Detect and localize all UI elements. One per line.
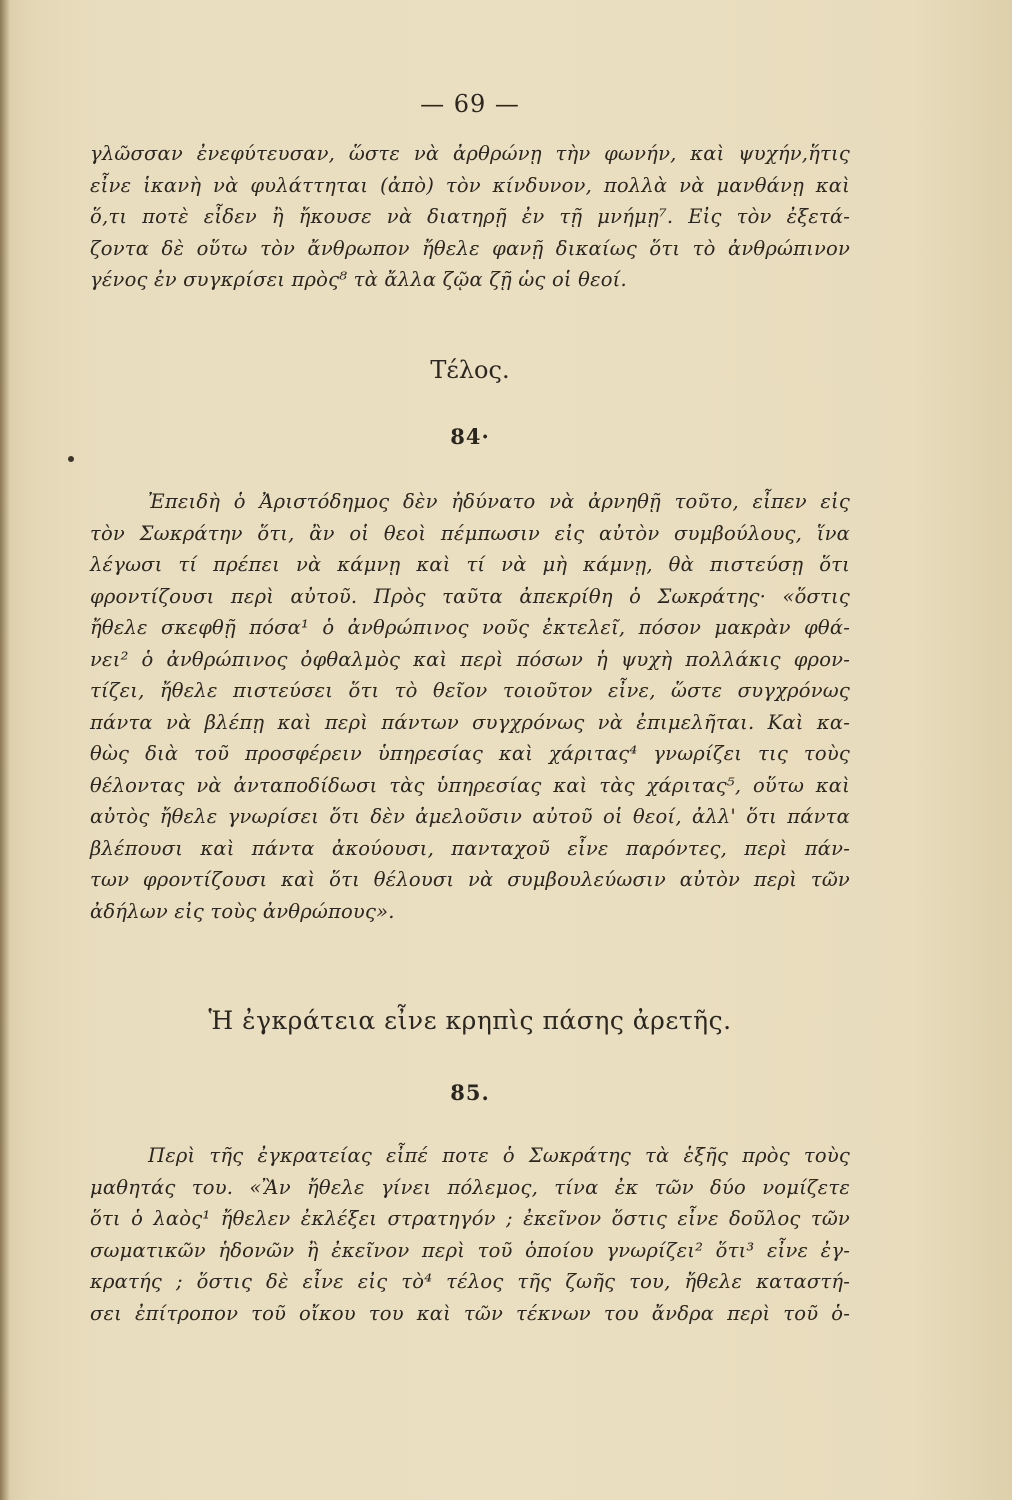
- section-84-text: [90, 486, 850, 927]
- page-edge-shadow: [0, 0, 10, 1500]
- section-number-85: 85.: [450, 1080, 490, 1105]
- section-84-line: λέγωσι τί πρέπει νὰ κάμνῃ καὶ τί νὰ μὴ κάμνῃ, θὰ πιστεύσῃ ὅτι: [90, 553, 850, 576]
- section-84-line: ἀδήλων εἰς τοὺς ἀνθρώπους».: [90, 899, 395, 923]
- paragraph-1-line: γένος ἐν συγκρίσει πρὸς⁸ τὰ ἄλλα ζῷα ζῇ ὡς οἱ θεοί.: [90, 268, 627, 291]
- section-84-line: τίζει, ἤθελε πιστεύσει ὅτι τὸ θεῖον τοιοῦτον εἶνε, ὥστε συγχρόνως: [90, 679, 850, 702]
- section-84-line: τὸν Σωκράτην ὅτι, ἂν οἱ θεοὶ πέμπωσιν εἰς αὐτὸν συμβούλους, ἵνα: [90, 521, 850, 545]
- section-85-line: σει ἐπίτροπον τοῦ οἴκου του καὶ τῶν τέκνων του ἄνδρα περὶ τοῦ ὁ-: [90, 1301, 850, 1325]
- section-84-line: φροντίζουσι περὶ αὐτοῦ. Πρὸς ταῦτα ἀπεκρίθη ὁ Σωκράτης· «ὅστις: [90, 584, 850, 608]
- end-marker: Τέλος.: [430, 356, 510, 384]
- section-heading-85: Ἡ ἐγκράτεια εἶνε κρηπὶς πάσης ἀρετῆς.: [208, 1006, 732, 1035]
- section-84-line: νει² ὁ ἀνθρώπινος ὀφθαλμὸς καὶ περὶ πόσων ἡ ψυχὴ πολλάκις φρον-: [90, 647, 850, 671]
- paragraph-1-line: γλῶσσαν ἐνεφύτευσαν, ὥστε νὰ ἀρθρώνῃ τὴν φωνήν, καὶ ψυχήν,ἥτις: [90, 142, 850, 165]
- section-85-text: [90, 1140, 850, 1329]
- ink-spot: [68, 456, 74, 462]
- paragraph-1-line: εἶνε ἱκανὴ νὰ φυλάττηται (ἀπὸ) τὸν κίνδυνον, πολλὰ νὰ μανθάνῃ καὶ: [90, 173, 850, 197]
- page-number: — 69 —: [420, 90, 520, 118]
- paragraph-1-line: ὅ,τι ποτὲ εἶδεν ἢ ἤκουσε νὰ διατηρῇ ἐν τῇ μνήμῃ⁷. Εἰς τὸν ἐξετά-: [90, 205, 850, 228]
- section-85-line: σωματικῶν ἡδονῶν ἢ ἐκεῖνον περὶ τοῦ ὁποίου γνωρίζει² ὅτι³ εἶνε ἐγ-: [90, 1238, 850, 1262]
- section-84-line: των φροντίζουσι καὶ ὅτι θέλουσι νὰ συμβουλεύωσιν αὐτὸν περὶ τῶν: [90, 868, 850, 891]
- section-85-line: κρατής ; ὅστις δὲ εἶνε εἰς τὸ⁴ τέλος τῆς ζωῆς του, ἤθελε καταστή-: [90, 1270, 850, 1293]
- section-84-line: θὼς διὰ τοῦ προσφέρειν ὑπηρεσίας καὶ χάριτας⁴ γνωρίζει τις τοὺς: [90, 742, 850, 765]
- section-number-84: 84·: [450, 424, 490, 449]
- paragraph-1-line: ζοντα δὲ οὕτω τὸν ἄνθρωπον ἤθελε φανῇ δικαίως ὅτι τὸ ἀνθρώπινον: [90, 236, 850, 260]
- section-85-line: ὅτι ὁ λαὸς¹ ἤθελεν ἐκλέξει στρατηγόν ; ἐκεῖνον ὅστις εἶνε δοῦλος τῶν: [90, 1207, 850, 1230]
- section-84-line: βλέπουσι καὶ πάντα ἀκούουσι, πανταχοῦ εἶνε παρόντες, περὶ πάν-: [90, 836, 850, 860]
- section-84-line: ἤθελε σκεφθῇ πόσα¹ ὁ ἀνθρώπινος νοῦς ἐκτελεῖ, πόσον μακρὰν φθά-: [90, 616, 850, 639]
- section-85-line: μαθητάς του. «Ἂν ἤθελε γίνει πόλεμος, τίνα ἐκ τῶν δύο νομίζετε: [90, 1175, 850, 1199]
- section-85-line: Περὶ τῆς ἐγκρατείας εἶπέ ποτε ὁ Σωκράτης τὰ ἑξῆς πρὸς τοὺς: [148, 1144, 850, 1167]
- section-84-line: θέλοντας νὰ ἀνταποδίδωσι τὰς ὑπηρεσίας καὶ τὰς χάριτας⁵, οὕτω καὶ: [90, 773, 850, 797]
- section-84-line: Ἐπειδὴ ὁ Ἀριστόδημος δὲν ἠδύνατο νὰ ἀρνηθῇ τοῦτο, εἶπεν εἰς: [148, 490, 850, 513]
- paragraph-1: [90, 138, 850, 296]
- section-84-line: πάντα νὰ βλέπῃ καὶ περὶ πάντων συγχρόνως νὰ ἐπιμελῆται. Καὶ κα-: [90, 710, 850, 734]
- section-84-line: αὐτὸς ἤθελε γνωρίσει ὅτι δὲν ἀμελοῦσιν αὐτοῦ οἱ θεοί, ἀλλ' ὅτι πάντα: [90, 805, 850, 828]
